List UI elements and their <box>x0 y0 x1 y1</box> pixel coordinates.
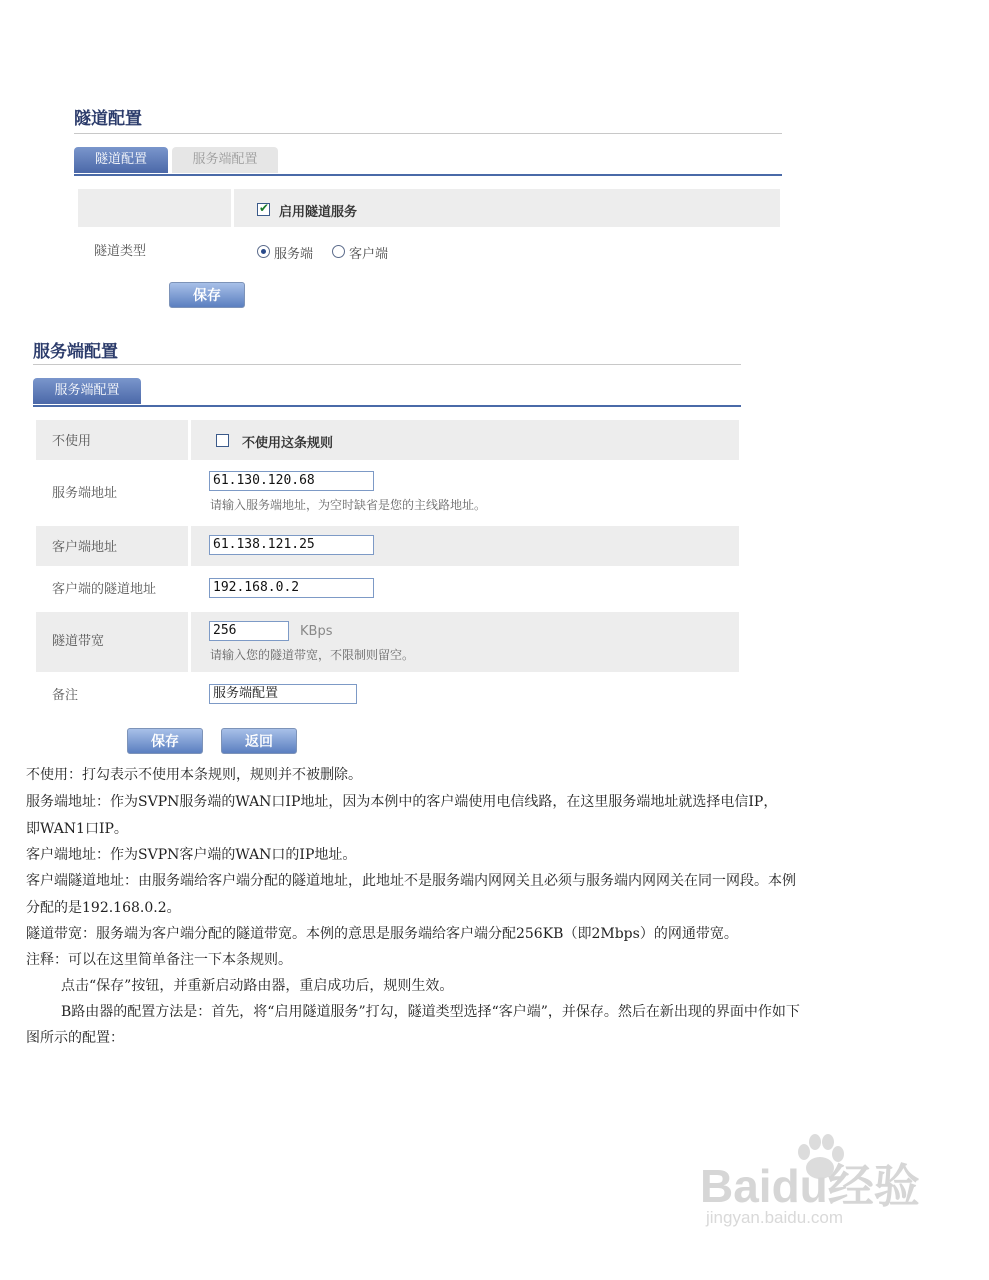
cell-separator <box>188 420 191 460</box>
client-address-input[interactable]: 61.138.121.25 <box>209 535 374 555</box>
paragraph: 隧道带宽：服务端为客户端分配的隧道带宽。本例的意思是服务端给客户端分配256KB（即2Mbps）的网通带宽。 <box>26 926 738 942</box>
divider <box>33 364 741 365</box>
paragraph: 客户端隧道地址：由服务端给客户端分配的隧道地址，此地址不是服务端内网网关且必须与服务端内网网关在同一网段。本例 <box>26 873 796 889</box>
radio-dot-icon <box>261 249 266 254</box>
client-tunnel-address-label: 客户端的隧道地址 <box>52 582 157 597</box>
paragraph: 不使用：打勾表示不使用本条规则，规则并不被删除。 <box>26 767 362 783</box>
radio-server-label: 服务端 <box>274 247 314 262</box>
note-input[interactable]: 服务端配置 <box>209 684 357 704</box>
paragraph: 点击“保存”按钮，并重新启动路由器，重启成功后，规则生效。 <box>61 978 454 994</box>
radio-server[interactable] <box>257 245 270 258</box>
disable-row <box>36 420 739 460</box>
paragraph: 图所示的配置： <box>26 1030 124 1046</box>
radio-client[interactable] <box>332 245 345 258</box>
server-address-label: 服务端地址 <box>52 486 118 501</box>
tab-tunnel-config[interactable]: 隧道配置 <box>74 147 168 173</box>
disable-rule-label: 不使用这条规则 <box>242 436 334 451</box>
client-tunnel-address-input[interactable]: 192.168.0.2 <box>209 578 374 598</box>
enable-tunnel-checkbox[interactable] <box>257 203 270 216</box>
divider <box>74 133 782 134</box>
tab-server-config[interactable]: 服务端配置 <box>172 147 278 173</box>
bandwidth-input[interactable]: 256 <box>209 621 289 641</box>
tunnel-section-title: 隧道配置 <box>74 109 142 129</box>
tunnel-type-label: 隧道类型 <box>94 244 147 259</box>
radio-client-label: 客户端 <box>349 247 389 262</box>
enable-tunnel-label: 启用隧道服务 <box>279 205 358 220</box>
cell-separator <box>188 526 191 566</box>
bandwidth-label: 隧道带宽 <box>52 634 105 649</box>
client-address-label: 客户端地址 <box>52 540 118 555</box>
watermark-url: jingyan.baidu.com <box>706 1208 844 1227</box>
disable-label: 不使用 <box>52 434 92 449</box>
back-button[interactable]: 返回 <box>221 728 297 754</box>
paragraph: B路由器的配置方法是：首先，将“启用隧道服务”打勾，隧道类型选择“客户端”，并保存。然后在新出现的界面中作如下 <box>61 1004 800 1020</box>
paragraph: 客户端地址：作为SVPN客户端的WAN口的IP地址。 <box>26 847 357 863</box>
server-address-input[interactable]: 61.130.120.68 <box>209 471 374 491</box>
tunnel-tabbar <box>74 147 782 176</box>
cell-separator <box>188 612 191 672</box>
paragraph: 即WAN1口IP。 <box>26 821 128 837</box>
server-tabbar <box>33 378 741 407</box>
check-icon: ✔ <box>259 201 270 215</box>
disable-rule-checkbox[interactable] <box>216 434 229 447</box>
bandwidth-unit: KBps <box>300 624 333 639</box>
cell-separator <box>231 189 234 227</box>
bandwidth-row <box>36 612 739 672</box>
bandwidth-hint: 请输入您的隧道带宽，不限制则留空。 <box>210 648 415 662</box>
server-address-hint: 请输入服务端地址，为空时缺省是您的主线路地址。 <box>210 498 487 512</box>
paragraph: 服务端地址：作为SVPN服务端的WAN口IP地址，因为本例中的客户端使用电信线路，在这里服务端地址就选择电信IP， <box>26 794 778 810</box>
note-label: 备注 <box>52 688 79 703</box>
enable-row <box>78 189 780 227</box>
paragraph: 注释：可以在这里简单备注一下本条规则。 <box>26 952 292 968</box>
tunnel-save-button[interactable]: 保存 <box>169 282 245 308</box>
server-save-button[interactable]: 保存 <box>127 728 203 754</box>
watermark-brand: Baidu经验 <box>700 1160 920 1212</box>
client-address-row <box>36 526 739 566</box>
tab-server-config-active[interactable]: 服务端配置 <box>33 378 141 404</box>
server-section-title: 服务端配置 <box>33 342 118 362</box>
paragraph: 分配的是192.168.0.2。 <box>26 900 181 916</box>
